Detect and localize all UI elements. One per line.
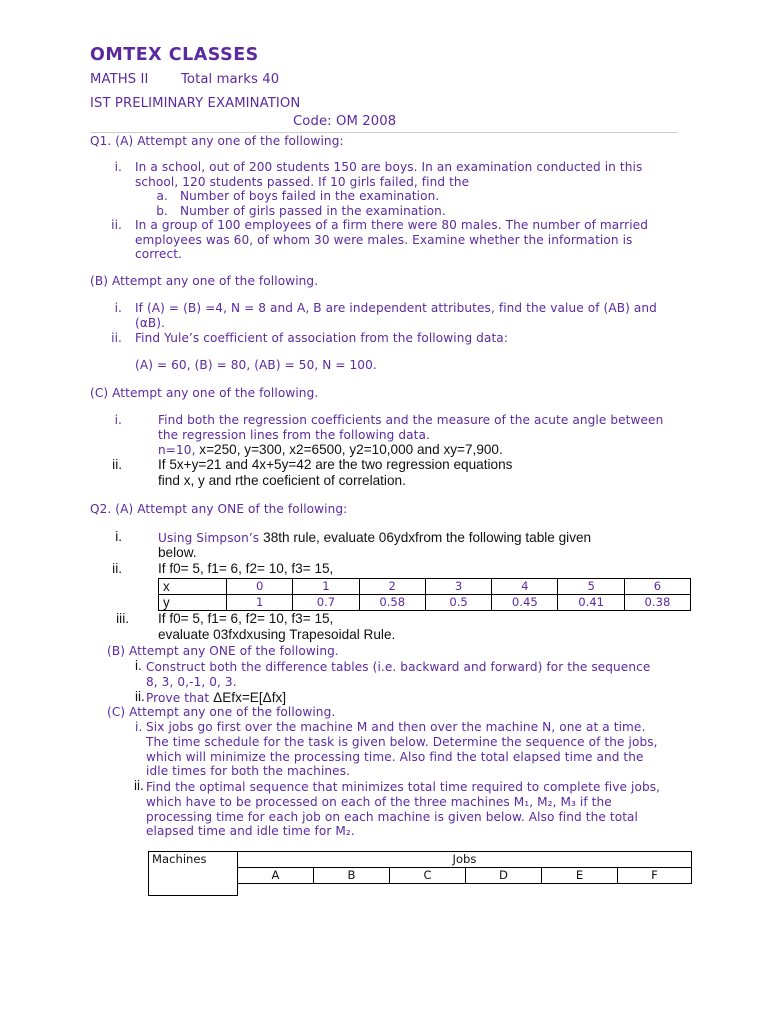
q1-b-i-line1: If (A) = (B) =4, N = 8 and A, B are independent attributes, find the value of (AB) and <box>135 301 657 315</box>
q2-a-iii-marker: iii. <box>116 611 129 626</box>
xy-table-x-label: x <box>159 579 227 595</box>
q1-a-ii-line1: In a group of 100 employees of a firm there were 80 males. The number of married <box>135 218 648 232</box>
q2-c-i-marker: i. <box>135 720 143 734</box>
q2-b-ii-line <box>146 690 286 706</box>
q2-b-i-line2: 8, 3, 0,-1, 0, 3. <box>146 675 237 689</box>
q1-a-ii-line2: employees was 60, of whom 30 were males. Examine whether the information is <box>135 232 633 247</box>
xy-table <box>158 578 691 611</box>
xy-table-x-cell: 4 <box>492 579 558 595</box>
job-label: C <box>423 868 432 882</box>
xy-table-row-y <box>159 595 691 611</box>
q2-b-i-marker: i. <box>135 658 142 673</box>
q1-a-a-marker: a. <box>156 189 168 203</box>
q1-c-i-marker: i. <box>114 413 122 427</box>
xy-table-x-cell: 5 <box>558 579 624 595</box>
q1-a-heading: Q1. (A) Attempt any one of the following: <box>90 134 344 148</box>
q1-a-i-marker: i. <box>114 160 122 174</box>
xy-table-x-cell: 3 <box>425 579 491 595</box>
q2-b-ii-marker: ii. <box>135 689 145 704</box>
q2-a-i-using: Using Simpson’s <box>158 531 264 545</box>
xy-table-x-cell: 0 <box>227 579 293 595</box>
job-label: E <box>575 868 584 882</box>
q1-b-data: (A) = 60, (B) = 80, (AB) = 50, N = 100. <box>135 358 377 372</box>
q2-a-ii-marker: ii. <box>112 561 122 576</box>
exam-title: IST PRELIMINARY EXAMINATION <box>90 96 301 111</box>
q2-c-ii-marker: ii. <box>134 778 144 793</box>
subject-label: MATHS II <box>90 72 149 87</box>
q2-a-heading: Q2. (A) Attempt any ONE of the following: <box>90 502 348 516</box>
q2-a-i-marker: i. <box>115 529 122 544</box>
q1-a-b-marker: b. <box>156 204 168 218</box>
q1-c-ii-line1: If 5x+y=21 and 4x+5y=42 are the two regression equations <box>158 457 513 472</box>
q1-a-b-text: Number of girls passed in the examination. <box>180 204 446 218</box>
q1-c-i-line1: Find both the regression coefficients and the measure of the acute angle between <box>158 413 664 427</box>
q2-b-ii-prefix: Prove that <box>146 691 214 705</box>
xy-table-x-cell: 1 <box>293 579 359 595</box>
q2-b-i-line1: Construct both the difference tables (i.e. backward and forward) for the sequence <box>146 660 651 674</box>
q2-c-ii-line3: processing time for each job on each machine is given below. Also find the total <box>146 810 639 824</box>
exam-code: Code: OM 2008 <box>293 114 397 129</box>
xy-table-y-cell: 0.45 <box>492 595 558 611</box>
total-marks: Total marks 40 <box>181 72 280 87</box>
q2-c-ii-line2: which have to be processed on each of the three machines M₁, M₂, M₃ if the <box>146 795 612 809</box>
xy-table-y-cell: 0.58 <box>359 595 425 611</box>
q1-c-i-n: n=10, <box>158 443 196 457</box>
q1-c-ii-line2: find x, y and rthe coeficient of correlation. <box>158 473 406 488</box>
xy-table-y-cell: 0.5 <box>425 595 491 611</box>
q2-b-ii-formula: ΔEfx=E[Δfx] <box>213 690 287 705</box>
school-title: OMTEX CLASSES <box>90 45 259 65</box>
q2-c-i-line3: which will minimize the processing time. Also find the total elapsed time and the <box>146 750 644 764</box>
q1-a-i-line2: school, 120 students passed. If 10 girls failed, find the <box>135 174 470 189</box>
xy-table-y-cell: 0.7 <box>293 595 359 611</box>
q2-c-ii-line4: elapsed time and idle time for M₂. <box>146 824 355 838</box>
q2-a-i-rest: 38th rule, evaluate 06ydxfrom the following table given <box>263 530 592 545</box>
q2-b-heading: (B) Attempt any ONE of the following. <box>107 644 339 658</box>
q2-a-i-line2: below. <box>158 545 197 560</box>
q1-b-ii-text: Find Yule’s coefficient of association from the following data: <box>135 331 508 345</box>
q2-a-ii-text: If f0= 5, f1= 6, f2= 10, f3= 15, <box>158 561 334 576</box>
q2-c-ii-line1: Find the optimal sequence that minimizes total time required to complete five jobs, <box>146 780 661 794</box>
job-label: B <box>347 868 356 882</box>
header-divider <box>90 132 678 133</box>
q2-c-i-line2: The time schedule for the task is given below. Determine the sequence of the jobs, <box>146 735 658 749</box>
q1-c-ii-marker: ii. <box>112 457 122 472</box>
q1-a-i-line1: In a school, out of 200 students 150 are boys. In an examination conducted in this <box>135 160 643 174</box>
q1-b-ii-marker: ii. <box>111 331 122 345</box>
q1-b-heading: (B) Attempt any one of the following. <box>90 274 319 288</box>
xy-table-row-x <box>159 579 691 595</box>
q1-c-i-data <box>158 442 503 458</box>
q2-c-heading: (C) Attempt any one of the following. <box>107 705 336 719</box>
q1-a-a-text: Number of boys failed in the examination. <box>180 189 440 203</box>
q2-c-i-line4: idle times for both the machines. <box>146 764 351 778</box>
q1-c-heading: (C) Attempt any one of the following. <box>90 386 319 400</box>
jobs-table-machines-label: Machines <box>152 852 207 866</box>
q2-a-iii-line1: If f0= 5, f1= 6, f2= 10, f3= 15, <box>158 611 334 626</box>
q1-b-i-line2: (αB). <box>135 316 166 330</box>
q1-b-i-marker: i. <box>114 301 122 315</box>
xy-table-y-cell: 1 <box>227 595 293 611</box>
q1-a-ii-marker: ii. <box>111 218 122 232</box>
q1-c-i-line2: the regression lines from the following data. <box>158 428 430 442</box>
xy-table-x-cell: 2 <box>359 579 425 595</box>
jobs-table-jobs-label: Jobs <box>452 852 477 866</box>
q2-c-i-line1: Six jobs go first over the machine M and then over the machine N, one at a time. <box>146 720 646 734</box>
q2-a-iii-line2: evaluate 03fxdxusing Trapesoidal Rule. <box>158 627 396 642</box>
q1-c-i-values: x=250, y=300, x2=6500, y2=10,000 and xy=7,900. <box>195 442 503 457</box>
job-label: D <box>499 868 508 882</box>
xy-table-y-label: y <box>159 595 227 611</box>
xy-table-x-cell: 6 <box>624 579 690 595</box>
job-label: F <box>651 868 658 882</box>
xy-table-y-cell: 0.41 <box>558 595 624 611</box>
xy-table-y-cell: 0.38 <box>624 595 690 611</box>
q2-a-i-line1 <box>158 530 591 546</box>
job-label: A <box>271 868 280 882</box>
q1-a-ii-line3: correct. <box>135 247 182 261</box>
